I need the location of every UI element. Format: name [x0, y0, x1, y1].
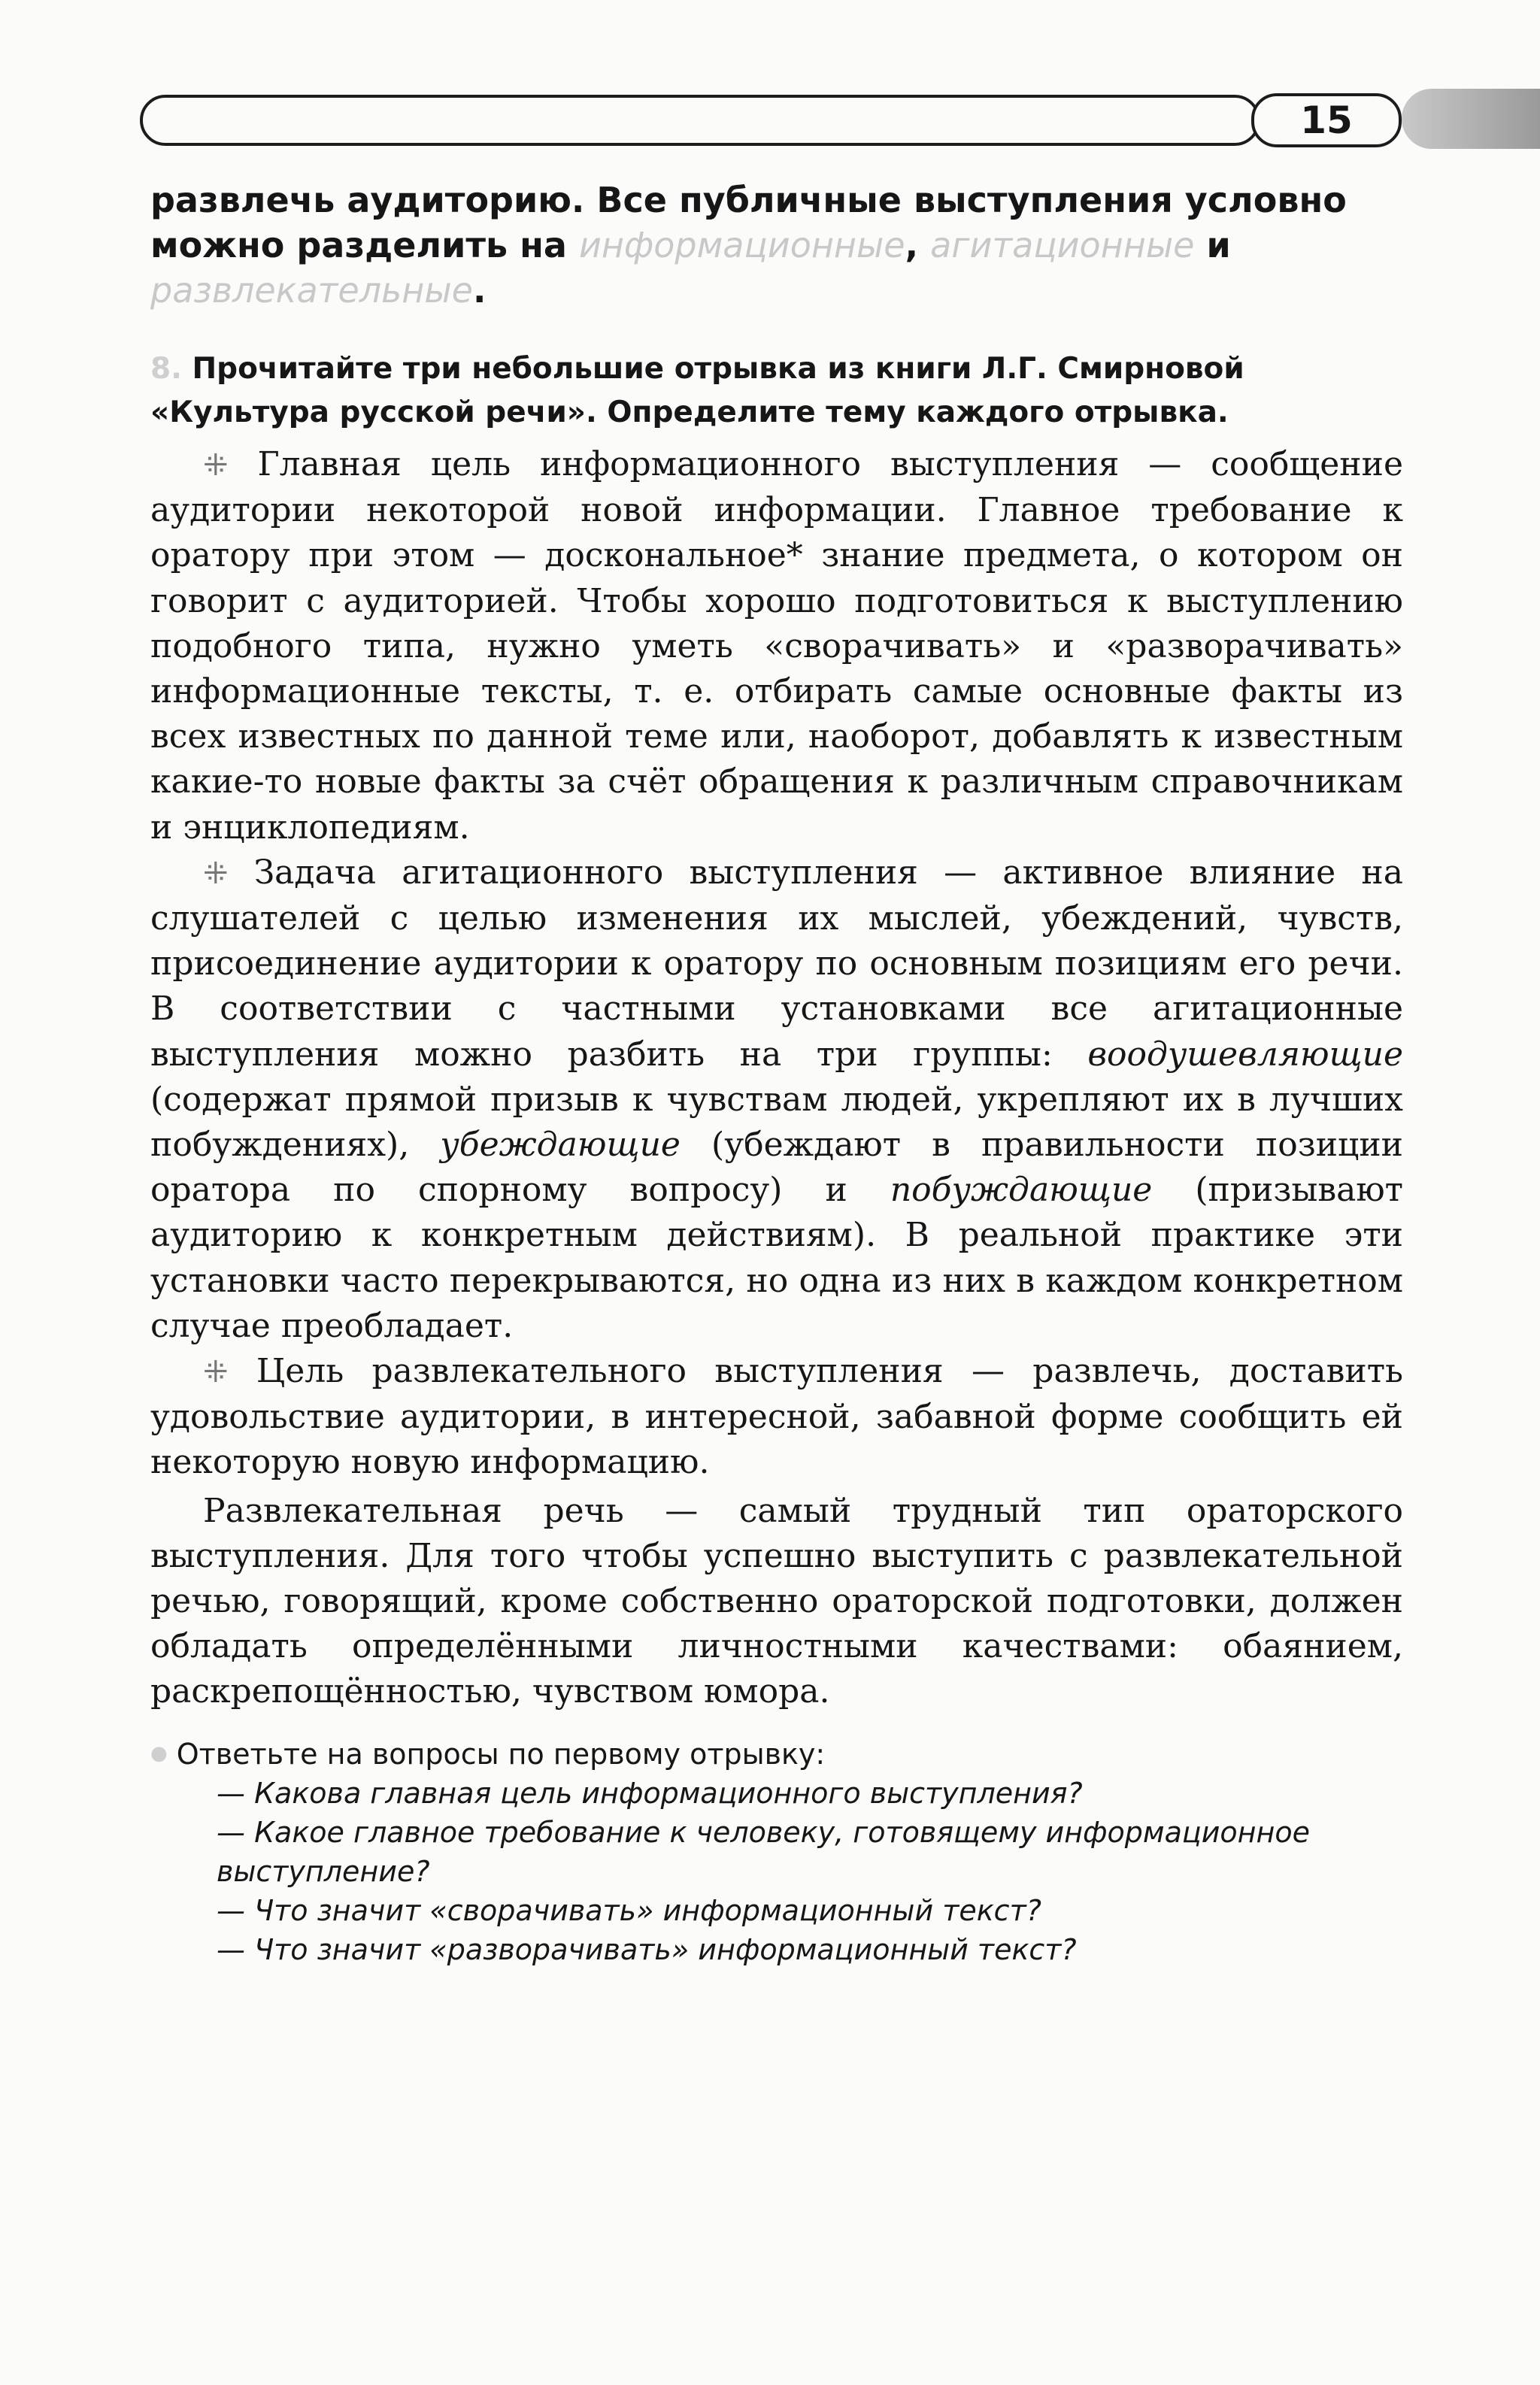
- questions-lead: ● Ответьте на вопросы по первому отрывку:: [150, 1734, 1403, 1774]
- question-2: — Какое главное требование к человеку, готовящему информационное выступление?: [217, 1816, 1311, 1888]
- quad-dots-icon: ⁜: [203, 448, 229, 483]
- passage-2-text-c: (убеждают в правильности позиции оратора по спорному вопросу) и: [150, 1126, 1403, 1210]
- intro-end: .: [472, 270, 487, 311]
- passage-4-text: Развлекательная речь — самый трудный тип ораторского выступления. Для того чтобы успешно выступить с развлекательной речью, говорящий, кроме собственно ораторской подготовки, должен обладать определёнными личностными качествами: обаянием, раскрепощённостью, чувством юмора.: [150, 1491, 1403, 1711]
- quad-dots-icon: ⁜: [203, 856, 229, 891]
- passage-entertaining-note: [150, 1489, 1403, 1715]
- passage-2-text-b: (содержат прямой призыв к чувствам людей, укрепляют их в лучших побуждениях),: [150, 1080, 1403, 1165]
- corner-tab-decoration: [1402, 89, 1540, 149]
- page-number: [1251, 93, 1402, 147]
- intro-sep-2: и: [1194, 225, 1231, 265]
- passage-agitational: [150, 850, 1403, 1349]
- passage-2-text-d: (призывают аудиторию к конкретным действиям). В реальной практике эти установки часто перекрываются, но одна из них в каждом конкретном случае преобладает.: [150, 1171, 1403, 1345]
- question-3: — Что значит «сворачивать» информационный текст?: [217, 1894, 1041, 1927]
- term-inspiring: воодушевляющие: [1087, 1035, 1403, 1074]
- passage-informational: [150, 442, 1403, 850]
- intro-paragraph: [150, 177, 1399, 313]
- term-convincing: убеждающие: [440, 1126, 681, 1165]
- passage-2-text-a: Задача агитационного выступления — активное влияние на слушателей с целью изменения их мыслей, убеждений, чувств, присоединение аудитории к оратору по основным позициям его речи. В соответствии с частными установками все агитационные выступления можно разбить на три группы:: [150, 853, 1403, 1074]
- header-frame: [140, 95, 1260, 146]
- intro-sep-1: ,: [905, 225, 931, 265]
- question-1: — Какова главная цель информационного выступления?: [217, 1777, 1083, 1810]
- reading-passages: [150, 442, 1403, 1715]
- quad-dots-icon: ⁜: [203, 1355, 229, 1390]
- questions-block: [150, 1734, 1403, 1969]
- passage-3-text: Цель развлекательного выступления — развлечь, доставить удовольствие аудитории, в интересной, забавной форме сообщить ей некоторую новую информацию.: [150, 1352, 1403, 1482]
- passage-1-text: Главная цель информационного выступления — сообщение аудитории некоторой новой информации. Главное требование к оратору при этом — доскональное* знание предмета, о котором он говорит с аудиторией. Чтобы хорошо подготовиться к выступлению подобного типа, нужно уметь «сворачивать» и «разворачивать» информационные тексты, т. е. отбирать самые основные факты из всех известных по данной теме или, наоборот, добавлять к известным какие-то новые факты за счёт обращения к различным справочникам и энциклопедиям.: [150, 445, 1403, 847]
- speech-type-agitational: агитационные: [930, 225, 1195, 265]
- speech-type-informational: информационные: [578, 225, 905, 265]
- term-motivating: побуждающие: [890, 1171, 1153, 1210]
- task-text: Прочитайте три небольшие отрывка из книги Л.Г. Смирновой «Культура русской речи». Определите тему каждого отрывка.: [150, 352, 1244, 429]
- passage-entertaining: [150, 1349, 1403, 1486]
- task-number: 8.: [150, 352, 182, 386]
- intro-text: развлечь аудиторию. Все публичные выступления условно можно разделить на: [150, 180, 1347, 265]
- speech-type-entertaining: развлекательные: [150, 270, 473, 311]
- question-4: — Что значит «разворачивать» информационный текст?: [217, 1933, 1077, 1966]
- page-number-text: 15: [1300, 98, 1353, 142]
- task-heading: [150, 347, 1399, 435]
